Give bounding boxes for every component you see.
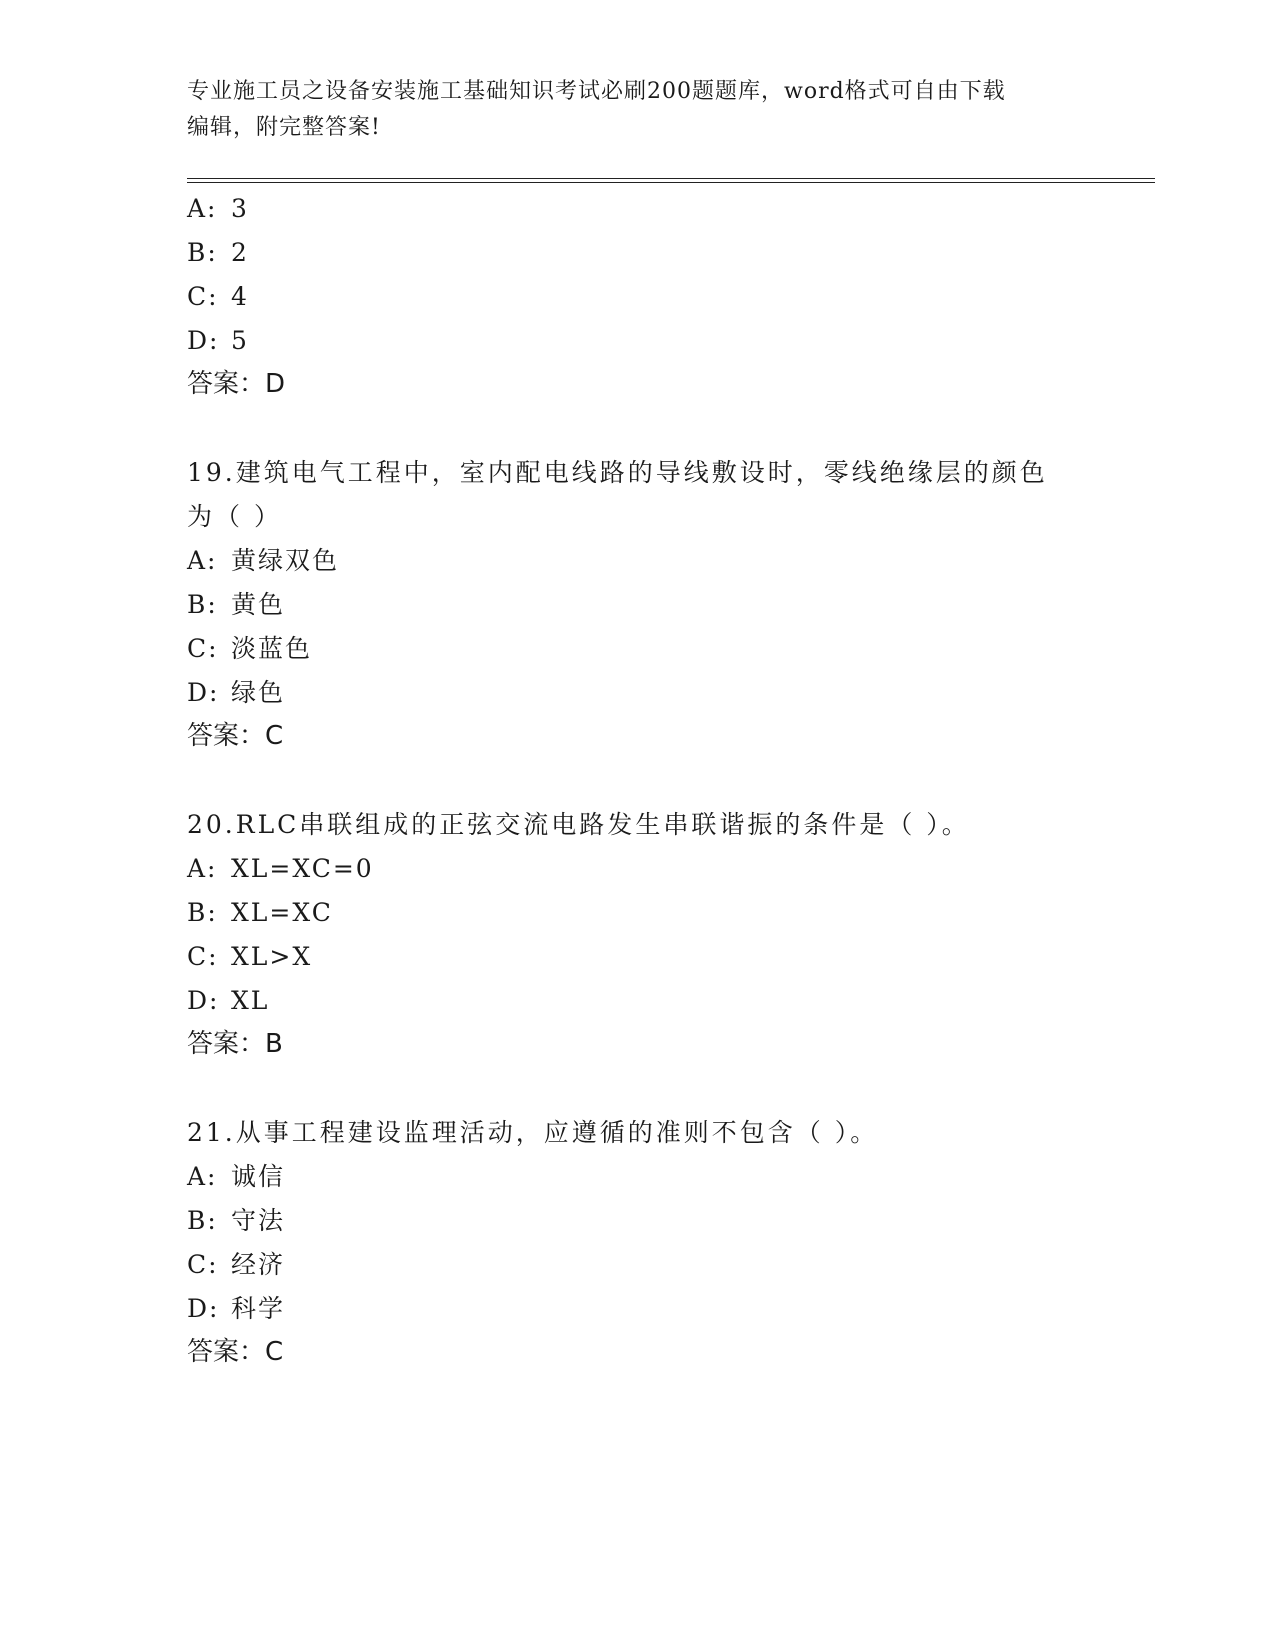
q18-option-b <box>187 238 249 268</box>
option-key: D: <box>187 1294 220 1323</box>
q21-option-b <box>187 1206 285 1236</box>
option-key: B: <box>187 898 218 927</box>
option-key: A: <box>187 854 218 883</box>
option-text: 5 <box>231 326 249 355</box>
option-text: 诚信 <box>231 1162 286 1191</box>
q20-option-a <box>187 854 374 884</box>
q21-option-a <box>187 1162 285 1192</box>
q20-option-c <box>187 942 312 972</box>
option-key: D: <box>187 326 220 355</box>
option-text: 经济 <box>231 1250 286 1279</box>
q18-answer: 答案：D <box>187 369 286 399</box>
q19-option-d <box>187 678 285 708</box>
q19-stem-line-2: 为（ ） <box>187 502 282 531</box>
q21-stem-line-1: 21.从事工程建设监理活动，应遵循的准则不包含（ ）。 <box>187 1118 879 1147</box>
option-text: XL=XC <box>231 898 333 927</box>
header-divider-bottom <box>187 182 1155 183</box>
option-key: A: <box>187 1162 218 1191</box>
q21-option-c <box>187 1250 285 1280</box>
q18-option-a <box>187 194 249 224</box>
option-text: 科学 <box>231 1294 286 1323</box>
q18-option-c <box>187 282 249 312</box>
q18-option-d <box>187 326 249 356</box>
option-text: XL>X <box>231 942 313 971</box>
option-key: A: <box>187 546 218 575</box>
q21-answer: 答案：C <box>187 1337 284 1367</box>
header-title-line-1: 专业施工员之设备安装施工基础知识考试必刷200题题库，word格式可自由下载 <box>187 79 1006 104</box>
document-header <box>187 74 1087 146</box>
q20-stem-line-1: 20.RLC串联组成的正弦交流电路发生串联谐振的条件是（ ）。 <box>187 810 970 839</box>
q21-option-d <box>187 1294 285 1324</box>
option-key: A: <box>187 194 218 223</box>
option-text: 黄色 <box>231 590 286 619</box>
option-key: C: <box>187 1250 219 1279</box>
q19-answer: 答案：C <box>187 721 284 751</box>
option-key: B: <box>187 1206 218 1235</box>
option-text: 2 <box>231 238 249 267</box>
option-text: 3 <box>231 194 249 223</box>
q20-option-d <box>187 986 269 1016</box>
option-text: 4 <box>231 282 249 311</box>
option-key: D: <box>187 986 220 1015</box>
q19-stem-line-1: 19.建筑电气工程中，室内配电线路的导线敷设时，零线绝缘层的颜色 <box>187 458 1048 487</box>
option-text: XL=XC=0 <box>231 854 374 883</box>
q20-answer: 答案：B <box>187 1029 283 1059</box>
option-text: 黄绿双色 <box>231 546 340 575</box>
option-key: C: <box>187 282 219 311</box>
option-key: B: <box>187 238 218 267</box>
option-key: D: <box>187 678 220 707</box>
option-text: 淡蓝色 <box>231 634 313 663</box>
q20-option-b <box>187 898 333 928</box>
option-text: XL <box>231 986 270 1015</box>
option-key: C: <box>187 942 219 971</box>
option-key: C: <box>187 634 219 663</box>
q19-option-b <box>187 590 285 620</box>
header-title-line-2: 编辑，附完整答案! <box>187 115 381 140</box>
option-text: 守法 <box>231 1206 286 1235</box>
header-divider-top <box>187 178 1155 179</box>
option-text: 绿色 <box>231 678 286 707</box>
q19-option-c <box>187 634 312 664</box>
q19-option-a <box>187 546 339 576</box>
option-key: B: <box>187 590 218 619</box>
